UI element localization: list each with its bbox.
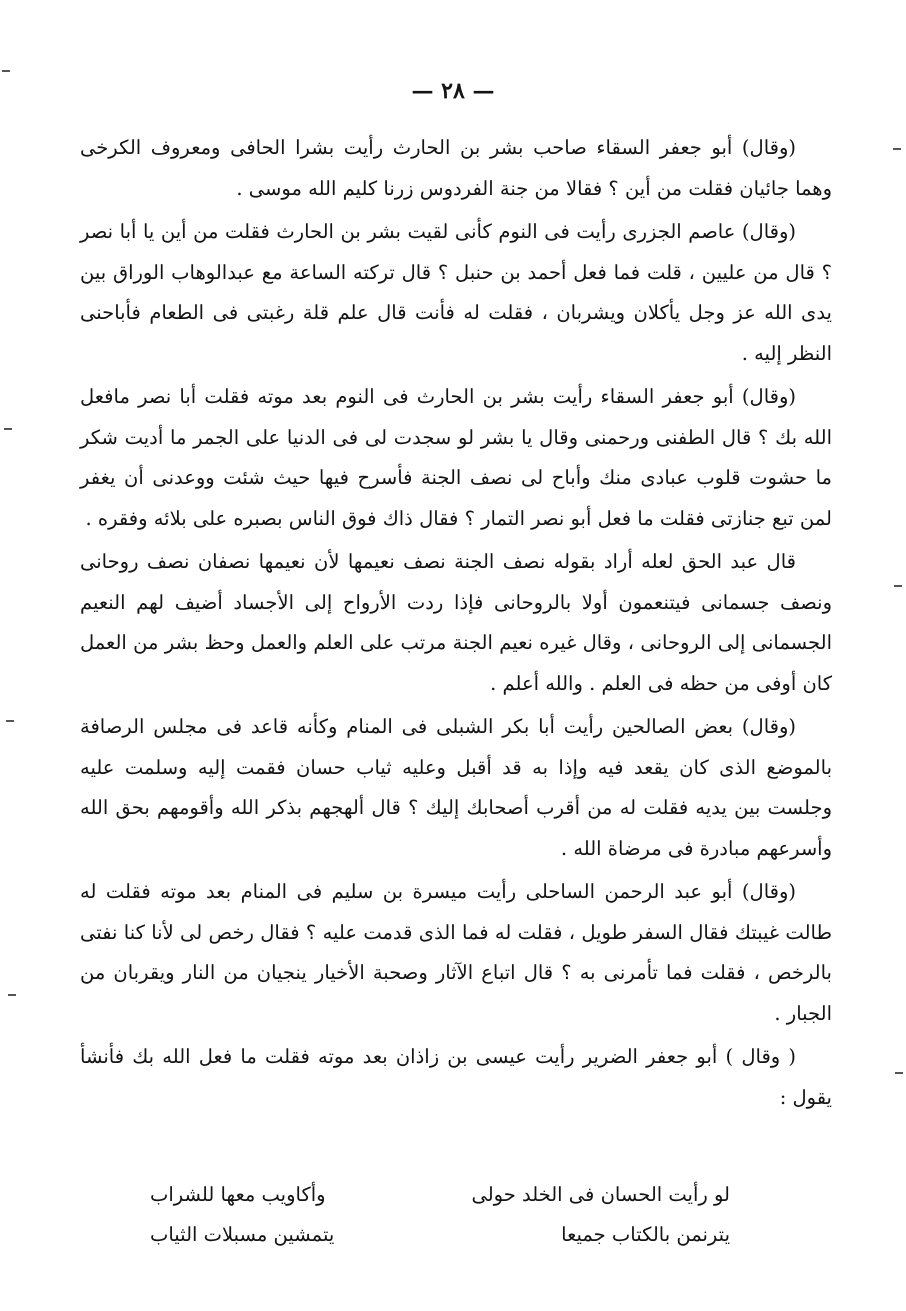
scan-edge-mark	[6, 720, 14, 722]
scan-edge-mark	[893, 148, 901, 150]
scan-edge-mark	[4, 428, 12, 430]
page-number: — ٢٨ —	[411, 78, 495, 104]
poem	[150, 1175, 730, 1255]
poem-verse	[150, 1215, 730, 1255]
scan-edge-mark	[894, 585, 902, 587]
body-text	[80, 128, 832, 1121]
paragraph-bishr-in-paradise: (وقال) أبو جعفر السقاء صاحب بشر بن الحارث رأيت بشرا الحافى ومعروف الكرخى وهما جائيان فقلت من أين ؟ فقالا من جنة الفردوس زرنا كليم الله موسى .	[80, 136, 832, 200]
paragraph-shibli-dream: (وقال) بعض الصالحين رأيت أبا بكر الشبلى فى المنام وكأنه قاعد فى مجلس الرصافة بالموضع الذى كان يقعد فيه وإذا به قد أقبل وعليه ثياب حسان فقمت إليه وسلمت عليه وجلست بين يديه فقلت له من أقرب أصحابك إليك ؟ قال ألهجهم بذكر الله وأقومهم بحق الله وأسرعهم مبادرة فى مرضاة الله .	[80, 715, 832, 860]
paragraph-isa-verse-intro: ( وقال ) أبو جعفر الضرير رأيت عيسى بن زاذان بعد موته فقلت ما فعل الله بك فأنشأ يقول :	[80, 1045, 832, 1109]
paragraph-abd-al-haqq-commentary: قال عبد الحق لعله أراد بقوله نصف الجنة نصف نعيمها لأن نعيمها نصفان نصف روحانى ونصف جسمانى فيتنعمون أولا بالروحانى فإذا ردت الأرواح إلى الأجساد أضيف لهم النعيم الجسمانى إلى الروحانى ، وقال غيره نعيم الجنة مرتب على العلم والعمل وحظ بشر من العمل كان أوفى من حظه فى العلم . والله أعلم .	[80, 550, 832, 695]
verse-first-half: لو رأيت الحسان فى الخلد حولى	[471, 1183, 730, 1206]
verse-second-half: وأكاويب معها للشراب	[150, 1183, 326, 1206]
scan-edge-mark	[2, 70, 10, 72]
poem-verse	[150, 1175, 730, 1215]
paragraph-asim-dream: (وقال) عاصم الجزرى رأيت فى النوم كأنى لقيت بشر بن الحارث فقلت من أين يا أبا نصر ؟ قال من عليين ، قلت فما فعل أحمد بن حنبل ؟ قال تركته الساعة مع عبدالوهاب الوراق بين يدى الله عز وجل يأكلان ويشربان ، فقلت له فأنت قال علم قلة رغبتى فى الطعام فأباحنى النظر إليه .	[80, 220, 832, 365]
paragraph-abu-jafar-dream: (وقال) أبو جعفر السقاء رأيت بشر بن الحارث فى النوم بعد موته فقلت أبا نصر مافعل الله بك ؟ قال الطفنى ورحمنى وقال يا بشر لو سجدت لى فى الدنيا على الجمر ما أديت شكر ما حشوت قلوب عبادى منك وأباح لى نصف الجنة فأسرح فيها حيث شئت ووعدنى أن يغفر لمن تبع جنازتى فقلت ما فعل أبو نصر التمار ؟ فقال ذاك فوق الناس بصبره على بلائه وفقره .	[80, 385, 832, 530]
verse-first-half: يترنمن بالكتاب جميعا	[561, 1223, 730, 1246]
scan-edge-mark	[8, 994, 16, 996]
verse-second-half: يتمشين مسبلات الثياب	[150, 1223, 335, 1246]
paragraph-maysara-dream: (وقال) أبو عبد الرحمن الساحلى رأيت ميسرة بن سليم فى المنام بعد موته فقلت له طالت غيبتك فقال السفر طويل ، فقلت له فما الذى قدمت عليه ؟ فقال رخص لى لأنا كنا نفتى بالرخص ، فقلت فما تأمرنى به ؟ قال اتباع الآثار وصحبة الأخيار ينجيان من النار ويقربان من الجبار .	[80, 880, 832, 1025]
scan-edge-mark	[895, 1072, 903, 1074]
